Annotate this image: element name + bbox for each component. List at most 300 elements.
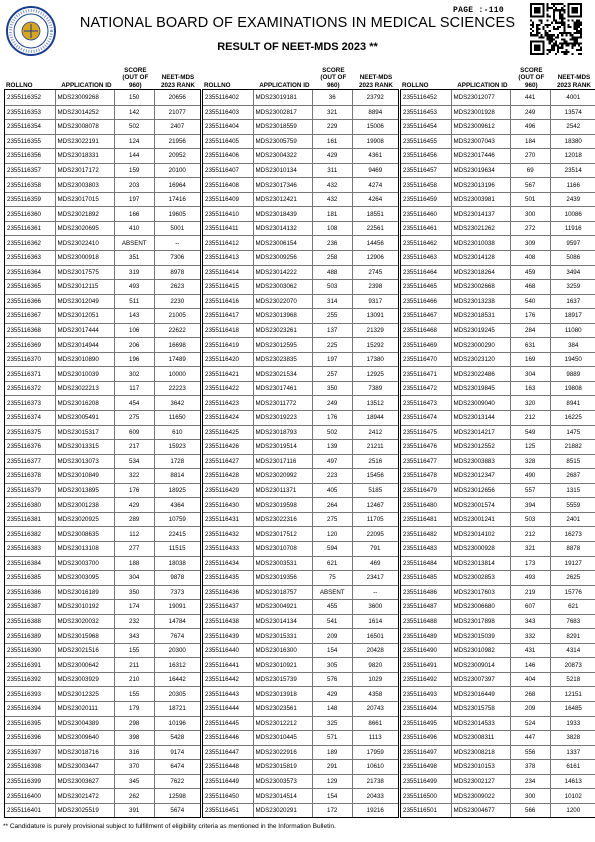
rollno-cell: 2355116369 — [7, 341, 41, 349]
table-row — [5, 774, 200, 789]
rank-cell: 16273 — [550, 527, 595, 541]
rollno-cell: 2355116414 — [205, 268, 239, 276]
application-id-cell: MDS23003700 — [55, 557, 114, 571]
rank-cell: 7306 — [154, 251, 201, 265]
table-row — [401, 119, 595, 134]
header-score: SCORE (OUT OF 960) — [320, 66, 347, 89]
rollno-cell: 2355116388 — [7, 617, 41, 625]
rollno-cell: 2355116380 — [7, 501, 41, 509]
result-block — [4, 63, 201, 818]
score-cell: 621 — [312, 557, 352, 571]
rank-cell: 2625 — [550, 571, 595, 585]
table-row — [203, 177, 398, 192]
score-cell: 631 — [510, 338, 550, 352]
score-cell: 370 — [114, 760, 154, 774]
table-row — [203, 206, 398, 221]
rank-cell: 18721 — [154, 702, 201, 716]
application-id-cell: MDS23015819 — [253, 760, 312, 774]
table-row — [203, 250, 398, 265]
table-row — [203, 163, 398, 178]
rank-cell: 1337 — [550, 746, 595, 760]
rank-cell: 17959 — [352, 746, 399, 760]
score-cell: 275 — [114, 411, 154, 425]
score-cell: 234 — [510, 775, 550, 789]
application-id-cell: MDS23017512 — [253, 527, 312, 541]
rank-cell: 11916 — [550, 222, 595, 236]
score-cell: 172 — [312, 804, 352, 818]
application-id-cell: MDS23013238 — [451, 295, 510, 309]
score-cell: 607 — [510, 600, 550, 614]
application-id-cell: MDS23003929 — [55, 673, 114, 687]
score-cell: 173 — [510, 557, 550, 571]
table-row — [5, 192, 200, 207]
score-cell: 284 — [510, 324, 550, 338]
score-cell: 429 — [312, 149, 352, 163]
rollno-cell: 2355116466 — [403, 297, 437, 305]
rollno-cell: 2355116435 — [205, 574, 239, 582]
score-cell: 571 — [312, 731, 352, 745]
rank-cell: 18551 — [352, 207, 399, 221]
score-cell: 502 — [312, 426, 352, 440]
table-row — [5, 788, 200, 803]
application-id-cell: MDS23003447 — [55, 760, 114, 774]
rank-cell: 19605 — [154, 207, 201, 221]
score-cell: 524 — [510, 717, 550, 731]
rank-cell: 8894 — [352, 106, 399, 120]
score-cell: 298 — [114, 717, 154, 731]
rank-cell: 16698 — [154, 338, 201, 352]
application-id-cell: MDS23014252 — [55, 106, 114, 120]
table-row — [5, 163, 200, 178]
rank-cell: 11515 — [154, 542, 201, 556]
header-score: SCORE (OUT OF 960) — [122, 66, 149, 89]
rollno-cell: 2355116371 — [7, 370, 41, 378]
rank-cell: 15456 — [352, 469, 399, 483]
table-row — [5, 541, 200, 556]
score-cell: 328 — [510, 455, 550, 469]
score-cell: ABSENT — [312, 586, 352, 600]
score-cell: 108 — [312, 222, 352, 236]
rank-cell: 3494 — [550, 266, 595, 280]
application-id-cell: MDS23019245 — [451, 324, 510, 338]
rollno-cell: 2355116488 — [403, 617, 437, 625]
table-row — [5, 105, 200, 120]
rank-cell: 18944 — [352, 411, 399, 425]
table-row — [203, 235, 398, 250]
rollno-cell: 2355116490 — [403, 647, 437, 655]
table-row — [5, 643, 200, 658]
rank-cell: 11650 — [154, 411, 201, 425]
rollno-cell: 2355116461 — [403, 225, 437, 233]
application-id-cell: MDS23001574 — [451, 498, 510, 512]
table-row — [5, 265, 200, 280]
table-row — [203, 265, 398, 280]
application-id-cell: MDS23017446 — [451, 149, 510, 163]
application-id-cell: MDS23014102 — [451, 527, 510, 541]
table-row — [5, 352, 200, 367]
rank-cell: 22415 — [154, 527, 201, 541]
table-row — [5, 425, 200, 440]
score-cell: 468 — [510, 280, 550, 294]
rank-cell: 10196 — [154, 717, 201, 731]
rank-cell: 14613 — [550, 775, 595, 789]
rollno-cell: 2355116472 — [403, 385, 437, 393]
rollno-cell: 2355116429 — [205, 487, 239, 495]
score-cell: 169 — [510, 353, 550, 367]
table-row — [203, 192, 398, 207]
score-cell: 609 — [114, 426, 154, 440]
table-row — [203, 308, 398, 323]
table-row — [401, 759, 595, 774]
rollno-cell: 2355116485 — [403, 574, 437, 582]
score-cell: 549 — [510, 426, 550, 440]
application-id-cell: MDS23013315 — [55, 440, 114, 454]
score-cell: 497 — [312, 455, 352, 469]
rollno-cell: 2355116445 — [205, 719, 239, 727]
footnote: ** Candidature is purely provisional subject to fulfillment of eligibility criteria as mentioned in the Information Bulletin. — [3, 823, 336, 830]
application-id-cell: MDS23006680 — [451, 600, 510, 614]
table-row — [5, 395, 200, 410]
score-cell: 150 — [114, 90, 154, 105]
rollno-cell: 2355116397 — [7, 748, 41, 756]
table-row — [203, 105, 398, 120]
rollno-cell: 2355116433 — [205, 545, 239, 553]
rank-cell: 16964 — [154, 178, 201, 192]
application-id-cell: MDS23021472 — [55, 789, 114, 803]
rollno-cell: 2355116483 — [403, 545, 437, 553]
application-id-cell: MDS23018264 — [451, 266, 510, 280]
rollno-cell: 2355116444 — [205, 705, 239, 713]
application-id-cell: MDS23022191 — [55, 135, 114, 149]
table-row — [203, 774, 398, 789]
rollno-cell: 2355116391 — [7, 661, 41, 669]
table-row — [5, 745, 200, 760]
rollno-cell: 2355116377 — [7, 457, 41, 465]
table-row — [203, 337, 398, 352]
rollno-cell: 2355116368 — [7, 327, 41, 335]
application-id-cell: MDS23020992 — [253, 469, 312, 483]
table-row — [401, 774, 595, 789]
score-cell: 137 — [312, 324, 352, 338]
result-block — [400, 63, 595, 818]
score-cell: 378 — [510, 760, 550, 774]
application-id-cell: MDS23012051 — [55, 309, 114, 323]
rank-cell: 16312 — [154, 658, 201, 672]
table-row — [401, 250, 595, 265]
rollno-cell: 2355116456 — [403, 152, 437, 160]
table-row — [5, 308, 200, 323]
table-row — [401, 439, 595, 454]
application-id-cell: MDS23013814 — [451, 557, 510, 571]
rank-cell: 10086 — [550, 207, 595, 221]
application-id-cell: MDS23025519 — [55, 804, 114, 818]
application-id-cell: MDS23013144 — [451, 411, 510, 425]
application-id-cell: MDS23001238 — [55, 498, 114, 512]
rank-cell: 9820 — [352, 658, 399, 672]
rollno-cell: 2355116474 — [403, 414, 437, 422]
rollno-cell: 2355116434 — [205, 559, 239, 567]
table-row — [5, 134, 200, 149]
score-cell: 223 — [312, 469, 352, 483]
score-cell: 166 — [114, 207, 154, 221]
application-id-cell: MDS23023835 — [253, 353, 312, 367]
table-row — [401, 148, 595, 163]
rank-cell: 8515 — [550, 455, 595, 469]
application-id-cell: MDS23010921 — [253, 658, 312, 672]
table-row — [401, 425, 595, 440]
rank-cell: 12906 — [352, 251, 399, 265]
application-id-cell: MDS23012347 — [451, 469, 510, 483]
rollno-cell: 2355116484 — [403, 559, 437, 567]
score-cell: 264 — [312, 498, 352, 512]
table-row — [5, 599, 200, 614]
header-application-id: APPLICATION ID — [61, 81, 112, 89]
table-row — [5, 381, 200, 396]
header-score: SCORE (OUT OF 960) — [518, 66, 545, 89]
rollno-cell: 2355116390 — [7, 647, 41, 655]
score-cell: 75 — [312, 571, 352, 585]
application-id-cell: MDS23020291 — [253, 804, 312, 818]
score-cell: 125 — [510, 440, 550, 454]
rollno-cell: 2355116379 — [7, 487, 41, 495]
score-cell: 163 — [510, 382, 550, 396]
table-row — [5, 250, 200, 265]
score-cell: 255 — [312, 309, 352, 323]
table-row — [5, 730, 200, 745]
rank-cell: 13574 — [550, 106, 595, 120]
table-row — [401, 221, 595, 236]
header-application-id: APPLICATION ID — [457, 81, 508, 89]
table-row — [203, 381, 398, 396]
score-cell: 309 — [510, 236, 550, 250]
rank-cell: 20305 — [154, 687, 201, 701]
score-cell: 291 — [312, 760, 352, 774]
rank-cell: 2398 — [352, 280, 399, 294]
rollno-cell: 2355116497 — [403, 748, 437, 756]
table-row — [5, 657, 200, 672]
rank-cell: 6474 — [154, 760, 201, 774]
application-id-cell: MDS23018331 — [55, 149, 114, 163]
table-row — [401, 730, 595, 745]
rank-cell: 7674 — [154, 629, 201, 643]
score-cell: 557 — [510, 484, 550, 498]
application-id-cell: MDS23018439 — [253, 207, 312, 221]
score-cell: 184 — [510, 135, 550, 149]
table-row — [5, 526, 200, 541]
score-cell: 117 — [114, 382, 154, 396]
application-id-cell: MDS23017898 — [451, 615, 510, 629]
table-row — [401, 366, 595, 381]
table-row — [401, 541, 595, 556]
score-cell: 181 — [312, 207, 352, 221]
rank-cell: 3600 — [352, 600, 399, 614]
application-id-cell: MDS23014137 — [451, 207, 510, 221]
rollno-cell: 2355116401 — [7, 807, 41, 815]
rank-cell: 23792 — [352, 90, 399, 105]
rank-cell: 20300 — [154, 644, 201, 658]
rollno-cell: 2355116357 — [7, 167, 41, 174]
score-cell: 447 — [510, 731, 550, 745]
rollno-cell: 2355116385 — [7, 574, 41, 582]
table-row — [401, 483, 595, 498]
score-cell: 455 — [312, 600, 352, 614]
rank-cell: 18917 — [550, 309, 595, 323]
table-row — [5, 366, 200, 381]
rollno-cell: 2355116439 — [205, 632, 239, 640]
rank-cell: 2439 — [550, 193, 595, 207]
table-row — [5, 279, 200, 294]
application-id-cell: MDS23002127 — [451, 775, 510, 789]
rank-cell: 1475 — [550, 426, 595, 440]
application-id-cell: MDS23014132 — [253, 222, 312, 236]
rollno-cell: 2355116459 — [403, 196, 437, 204]
rank-cell: 15923 — [154, 440, 201, 454]
table-row — [203, 439, 398, 454]
application-id-cell: MDS23003981 — [451, 193, 510, 207]
application-id-cell: MDS23008218 — [451, 746, 510, 760]
rollno-cell: 2355116360 — [7, 210, 41, 218]
application-id-cell: MDS23009612 — [451, 120, 510, 134]
application-id-cell: MDS23000642 — [55, 658, 114, 672]
rank-cell: 8661 — [352, 717, 399, 731]
score-cell: 493 — [114, 280, 154, 294]
application-id-cell: MDS23012552 — [451, 440, 510, 454]
application-id-cell: MDS23008078 — [55, 120, 114, 134]
application-id-cell: MDS23002817 — [253, 106, 312, 120]
rank-cell: 9174 — [154, 746, 201, 760]
score-cell: 454 — [114, 396, 154, 410]
rollno-cell: 2355116412 — [205, 239, 239, 247]
score-cell: 343 — [114, 629, 154, 643]
application-id-cell: MDS23016208 — [55, 396, 114, 410]
score-cell: 179 — [114, 702, 154, 716]
rank-cell: 15292 — [352, 338, 399, 352]
rollno-cell: 2355116410 — [205, 210, 239, 218]
rank-cell: 14456 — [352, 236, 399, 250]
table-row — [203, 599, 398, 614]
rollno-cell: 2355116418 — [205, 327, 239, 335]
application-id-cell: MDS23021892 — [55, 207, 114, 221]
score-cell: 174 — [114, 600, 154, 614]
application-id-cell: MDS23000928 — [451, 542, 510, 556]
application-id-cell: MDS23002853 — [451, 571, 510, 585]
rank-cell: 19127 — [550, 557, 595, 571]
rollno-cell: 2355116421 — [205, 370, 239, 378]
table-row — [401, 468, 595, 483]
application-id-cell: MDS23015968 — [55, 629, 114, 643]
rollno-cell: 2355116359 — [7, 196, 41, 204]
table-row — [5, 439, 200, 454]
rollno-cell: 2355116370 — [7, 356, 41, 364]
rollno-cell: 2355116409 — [205, 196, 239, 204]
table-row — [203, 119, 398, 134]
score-cell: 343 — [510, 615, 550, 629]
rollno-cell: 2355116375 — [7, 428, 41, 436]
rollno-cell: 2355116441 — [205, 661, 239, 669]
application-id-cell: MDS23022070 — [253, 295, 312, 309]
rank-cell: 7683 — [550, 615, 595, 629]
rank-cell: 1933 — [550, 717, 595, 731]
table-row — [5, 177, 200, 192]
rank-cell: 2516 — [352, 455, 399, 469]
rollno-cell: 2355116475 — [403, 428, 437, 436]
table-row — [401, 657, 595, 672]
score-cell: 398 — [114, 731, 154, 745]
rollno-cell: 2355116496 — [403, 734, 437, 742]
score-cell: 257 — [312, 367, 352, 381]
table-row — [203, 366, 398, 381]
application-id-cell: MDS23019223 — [253, 411, 312, 425]
application-id-cell: MDS23017461 — [253, 382, 312, 396]
rollno-cell: 2355116425 — [205, 428, 239, 436]
rollno-cell: 2355116482 — [403, 530, 437, 538]
table-row — [203, 454, 398, 469]
rank-cell: 8878 — [550, 542, 595, 556]
rollno-cell: 2355116430 — [205, 501, 239, 509]
table-row — [401, 643, 595, 658]
rollno-cell: 2355116493 — [403, 690, 437, 698]
rollno-cell: 2355116396 — [7, 734, 41, 742]
header-application-id: APPLICATION ID — [259, 81, 310, 89]
rank-cell: 13091 — [352, 309, 399, 323]
rank-cell: 12925 — [352, 367, 399, 381]
rollno-cell: 2355116403 — [205, 108, 239, 116]
score-cell: 394 — [510, 498, 550, 512]
column-header-row — [400, 63, 595, 89]
application-id-cell: MDS23010445 — [253, 731, 312, 745]
table-row — [203, 657, 398, 672]
table-row — [203, 803, 398, 818]
rank-cell: 18925 — [154, 484, 201, 498]
table-row — [203, 730, 398, 745]
application-id-cell: MDS23020925 — [55, 513, 114, 527]
rank-cell: 23417 — [352, 571, 399, 585]
rank-cell: 2687 — [550, 469, 595, 483]
score-cell: 36 — [312, 90, 352, 105]
score-cell: 258 — [312, 251, 352, 265]
rollno-cell: 2355116424 — [205, 414, 239, 422]
header-rank: NEET-MDS 2023 RANK — [557, 74, 591, 89]
score-cell: 176 — [312, 411, 352, 425]
rollno-cell: 2355116411 — [205, 225, 239, 233]
application-id-cell: MDS23009040 — [451, 396, 510, 410]
application-id-cell: MDS23015739 — [253, 673, 312, 687]
rollno-cell: 2355116458 — [403, 181, 437, 189]
rank-cell: 3828 — [550, 731, 595, 745]
application-id-cell: MDS23022316 — [253, 513, 312, 527]
score-cell: 139 — [312, 440, 352, 454]
score-cell: 350 — [312, 382, 352, 396]
table-row — [401, 454, 595, 469]
rollno-cell: 2355116381 — [7, 516, 41, 524]
application-id-cell: MDS23012595 — [253, 338, 312, 352]
application-id-cell: MDS23009022 — [451, 789, 510, 803]
application-id-cell: MDS23014944 — [55, 338, 114, 352]
table-row — [401, 570, 595, 585]
rank-cell: 2401 — [550, 513, 595, 527]
score-cell: 112 — [114, 527, 154, 541]
score-cell: 429 — [114, 498, 154, 512]
application-id-cell: MDS23018793 — [253, 426, 312, 440]
rollno-cell: 2355116407 — [205, 167, 239, 174]
rank-cell: -- — [154, 236, 201, 250]
board-title: NATIONAL BOARD OF EXAMINATIONS IN MEDICAL SCIENCES — [79, 15, 516, 31]
application-id-cell: MDS23023561 — [253, 702, 312, 716]
application-id-cell: MDS23013895 — [55, 484, 114, 498]
application-id-cell: MDS23013108 — [55, 542, 114, 556]
table-row — [203, 323, 398, 338]
score-cell: 503 — [312, 280, 352, 294]
